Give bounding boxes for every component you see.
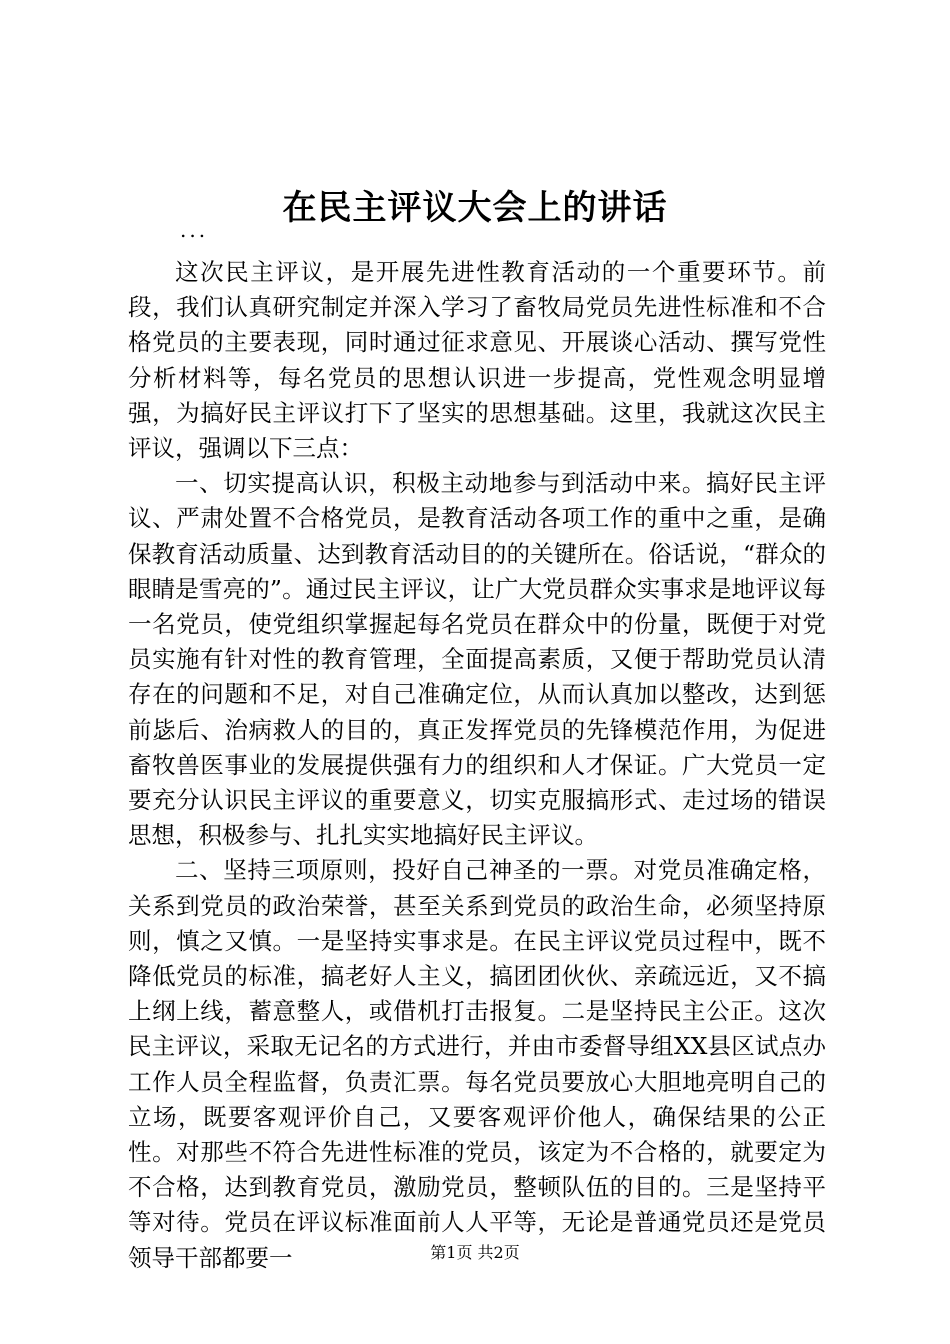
document-title: 在民主评议大会上的讲话 <box>282 188 668 228</box>
ellipsis-marker: ... <box>180 218 209 242</box>
paragraph-point-one: 一、切实提高认识，积极主动地参与到活动中来。搞好民主评议、严肃处置不合格党员，是教育活动各项工作的重中之重，是确保教育活动质量、达到教育活动目的的关键所在。俗话说，“群众的眼睛是雪亮的”。通过民主评议，让广大党员群众实事求是地评议每一名党员，使党组织掌握起每名党员在群众中的份量，既便于对党员实施有针对性的教育管理，全面提高素质，又便于帮助党员认清存在的问题和不足，对自己准确定位，从而认真加以整改，达到惩前毖后、治病救人的目的，真正发挥党员的先锋模范作用，为促进畜牧兽医事业的发展提供强有力的组织和人才保证。广大党员一定要充分认识民主评议的重要意义，切实克服搞形式、走过场的错误思想，积极参与、扎扎实实地搞好民主评议。 <box>128 469 826 850</box>
document-body <box>128 255 826 1276</box>
page-number-footer: 第1页 共2页 <box>430 1243 520 1262</box>
paragraph-intro: 这次民主评议，是开展先进性教育活动的一个重要环节。前段，我们认真研究制定并深入学习了畜牧局党员先进性标准和不合格党员的主要表现，同时通过征求意见、开展谈心活动、撰写党性分析材料等，每名党员的思想认识进一步提高，党性观念明显增强，为搞好民主评议打下了坚实的思想基础。这里，我就这次民主评议，强调以下三点： <box>128 258 826 463</box>
paragraph-point-two: 二、坚持三项原则，投好自己神圣的一票。对党员准确定格，关系到党员的政治荣誉，甚至关系到党员的政治生命，必须坚持原则，慎之又慎。一是坚持实事求是。在民主评议党员过程中，既不降低党员的标准，搞老好人主义，搞团团伙伙、亲疏远近，又不搞上纲上线，蓄意整人，或借机打击报复。二是坚持民主公正。这次民主评议，采取无记名的方式进行，并由市委督导组XX县区试点办工作人员全程监督，负责汇票。每名党员要放心大胆地亮明自己的立场，既要客观评价自己，又要客观评价他人，确保结果的公正性。对那些不符合先进性标准的党员，该定为不合格的，就要定为不合格，达到教育党员，激励党员，整顿队伍的目的。三是坚持平等对待。党员在评议标准面前人人平等，无论是普通党员还是党员领导干部都要一 <box>128 856 826 1272</box>
